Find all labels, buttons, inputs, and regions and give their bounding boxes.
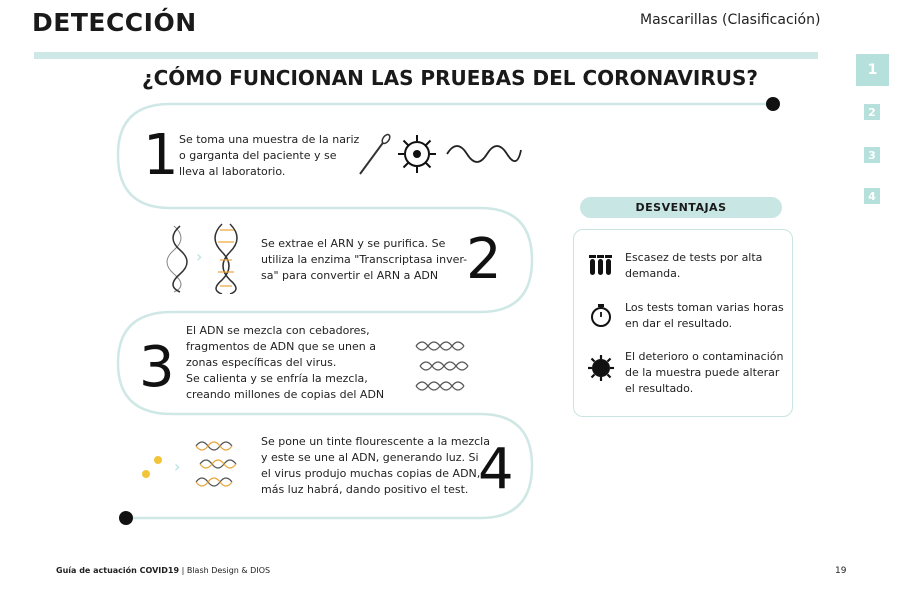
- virus-icon: [587, 354, 615, 382]
- disadvantage-3-text: El deterioro o contaminación de la muestra puede alterar el resultado.: [625, 350, 784, 395]
- page-number: 19: [835, 566, 847, 576]
- path-start-dot: [119, 511, 133, 525]
- step-3-number: 3: [139, 335, 175, 400]
- arrow-icon: ›: [196, 247, 203, 266]
- rna-helix-icon: [173, 226, 187, 292]
- path-end-dot: [766, 97, 780, 111]
- dna-helix-icon: [215, 224, 237, 294]
- swab-icon: [360, 133, 391, 174]
- header-subtitle: Mascarillas (Clasificación): [640, 12, 821, 28]
- step-1-text: Se toma una muestra de la nariz o garganta del paciente y se lleva al laboratorio.: [179, 133, 360, 178]
- step-3-dna-copies-icon: [414, 338, 474, 396]
- nav-item-3[interactable]: 3: [864, 147, 880, 163]
- rna-strand-icon: [447, 146, 521, 162]
- footer-guide-title: Guía de actuación COVID19: [56, 566, 180, 575]
- step-4-illustration: [136, 438, 246, 490]
- arrow-icon: ›: [174, 457, 181, 476]
- step-2-text: Se extrae el ARN y se purifica. Se utiliza la enzima "Transcriptasa inver- sa" para convertir el ARN a ADN: [261, 237, 468, 282]
- disadvantage-2-text: Los tests toman varias horas en dar el resultado.: [625, 301, 784, 330]
- section-title: DETECCIÓN: [32, 8, 197, 37]
- fluorescent-dot-icon: [142, 470, 150, 478]
- nav-item-2[interactable]: 2: [864, 104, 880, 120]
- step-2-number: 2: [466, 227, 502, 292]
- footer-credits-text: | Blash Design & DIOS: [181, 566, 271, 575]
- step-2-illustration: [162, 222, 244, 294]
- nav-item-4[interactable]: 4: [864, 188, 880, 204]
- footer-credits: [56, 566, 270, 575]
- disadvantages-title: DESVENTAJAS: [580, 197, 782, 218]
- test-tubes-icon: [588, 253, 614, 279]
- glowing-dna-icon: [196, 442, 236, 486]
- infographic-title: ¿CÓMO FUNCIONAN LAS PRUEBAS DEL CORONAVIRUS?: [142, 66, 758, 90]
- disadvantage-1-text: Escasez de tests por alta demanda.: [625, 251, 763, 280]
- nav-item-1[interactable]: 1: [856, 54, 889, 86]
- step-1-number: 1: [143, 123, 179, 188]
- step-1-illustration: [355, 132, 525, 180]
- step-3-text: El ADN se mezcla con cebadores, fragmentos de ADN que se unen a zonas específicas del virus. Se calienta y se enfría la mezcla, creando millones de copias del ADN: [186, 324, 385, 401]
- virus-icon: [398, 135, 436, 173]
- step-4-number: 4: [478, 437, 514, 502]
- step-4-text: Se pone un tinte flourescente a la mezcla y este se une al ADN, generando luz. Si el virus produjo muchas copias de ADN, más luz habrá, dando positivo el test.: [261, 435, 490, 496]
- stopwatch-icon: [590, 304, 612, 328]
